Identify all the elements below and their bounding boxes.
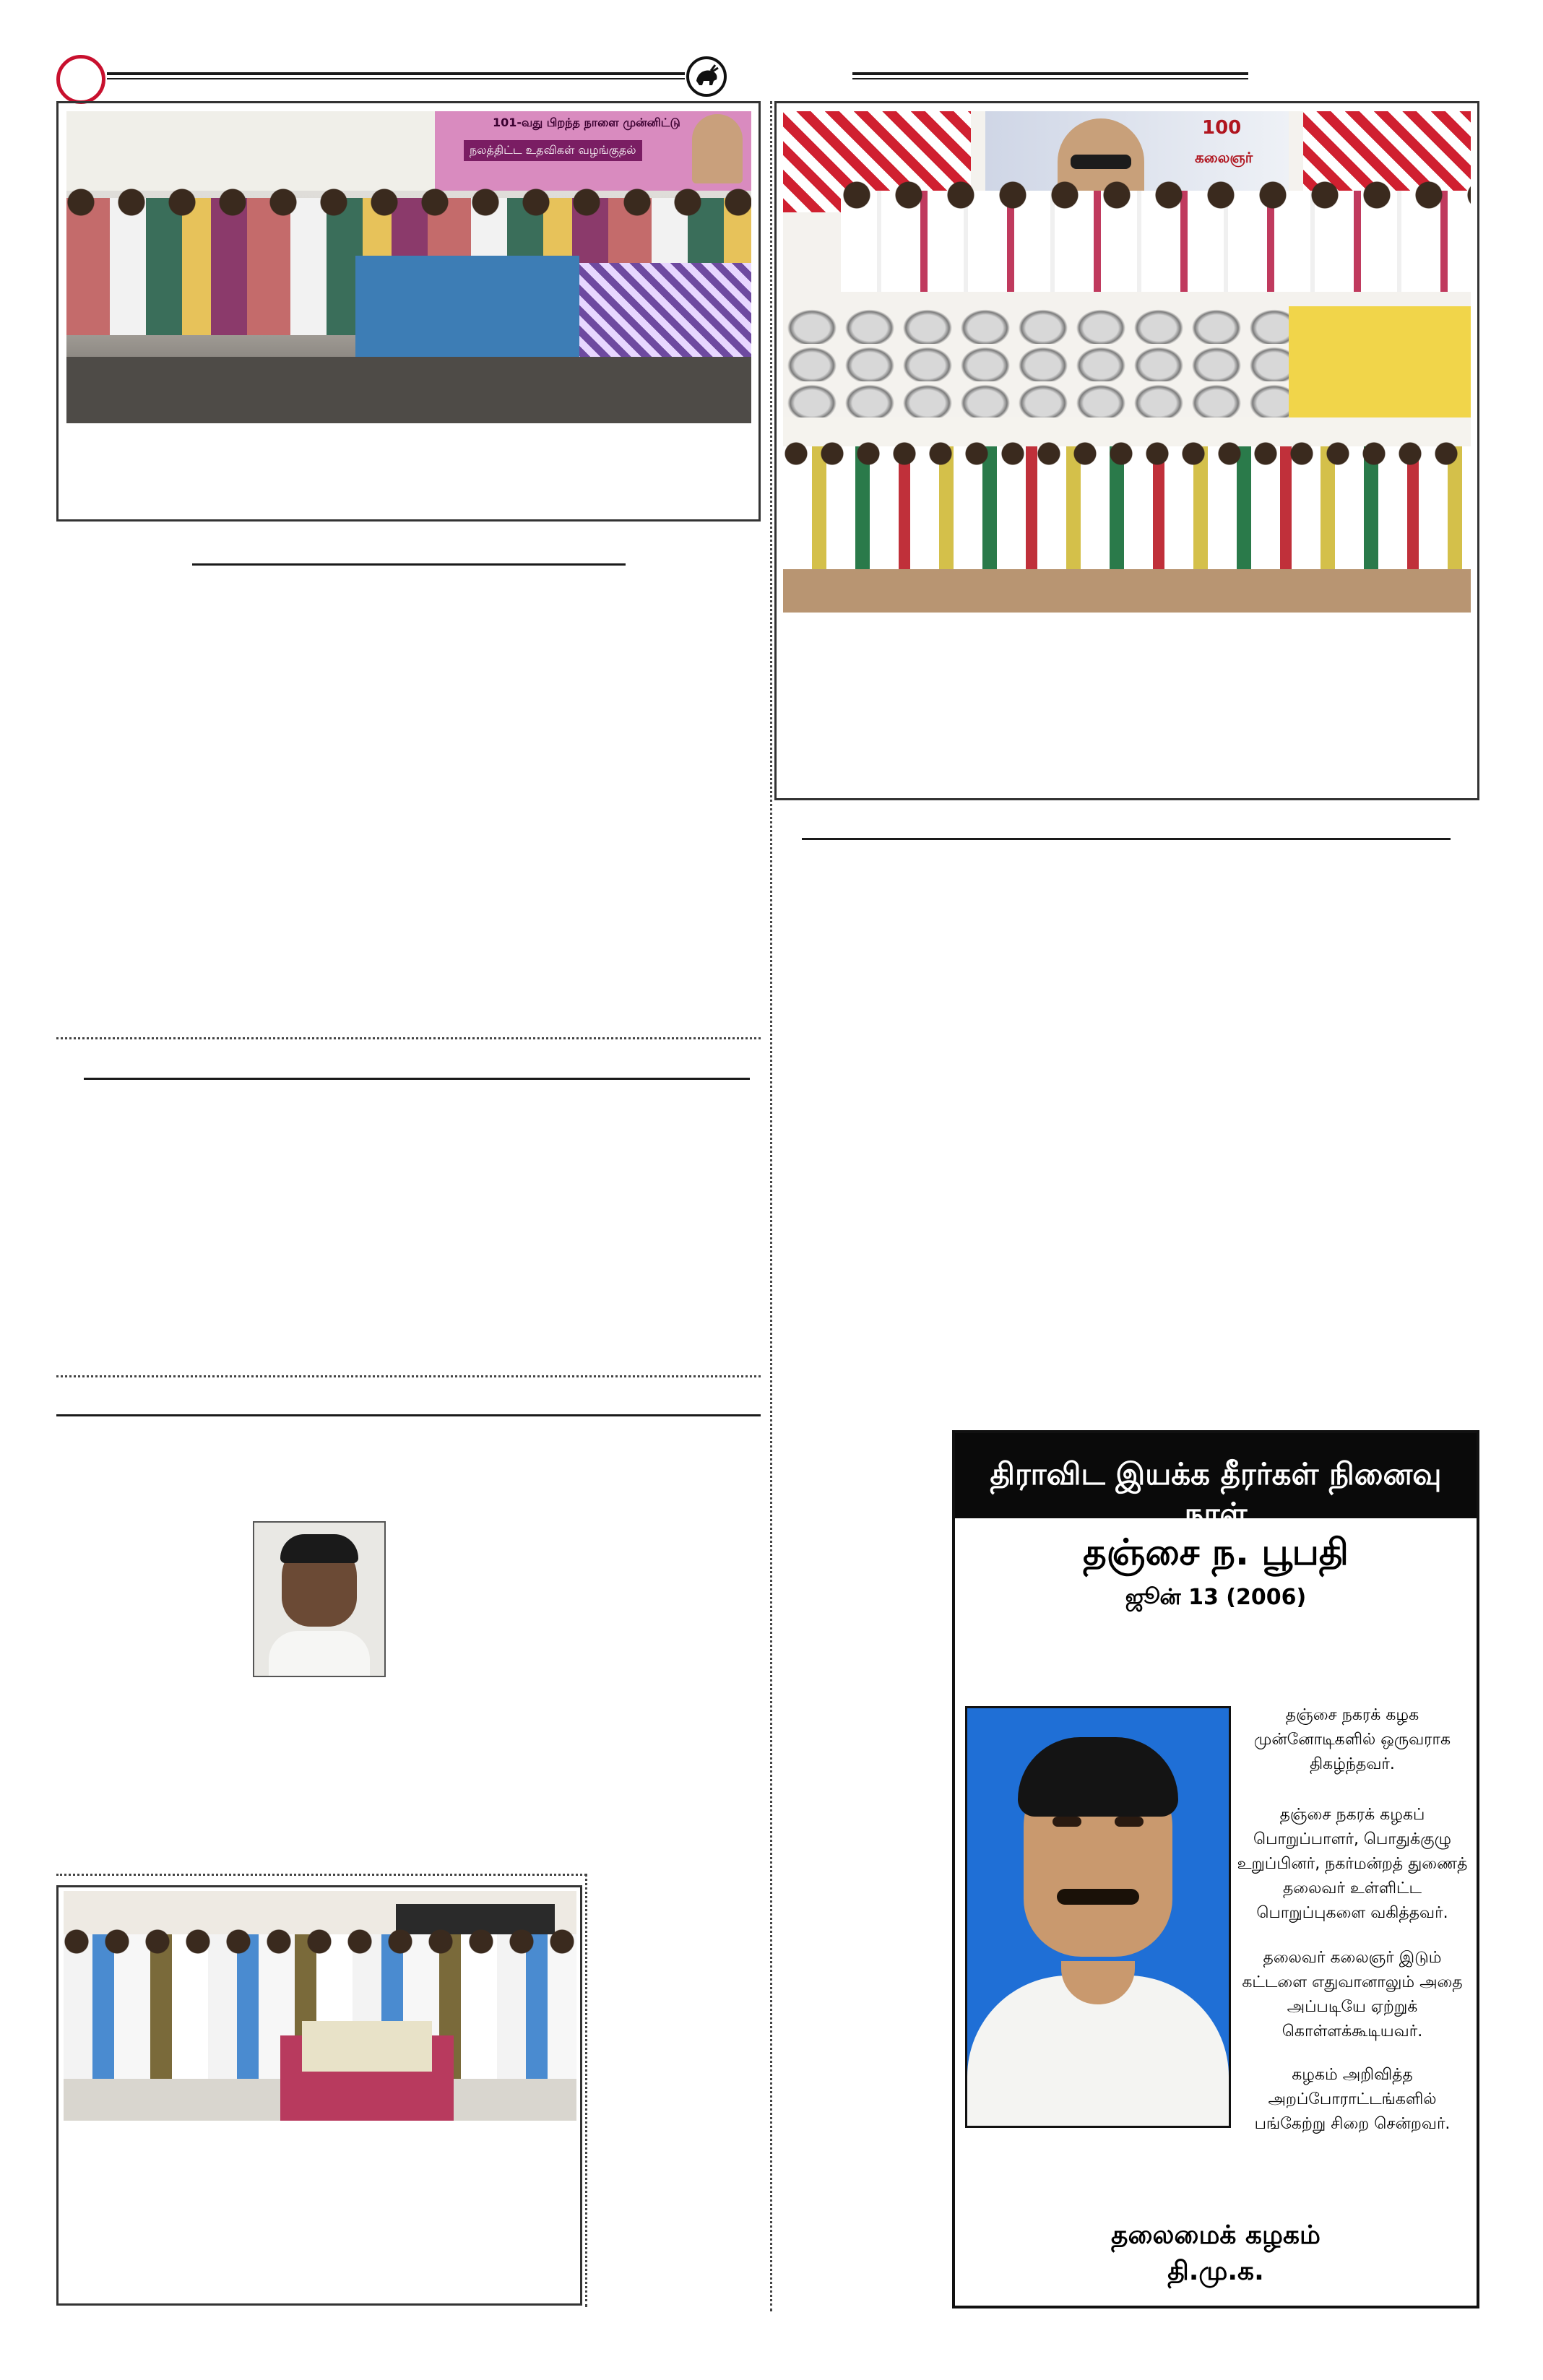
section-rule-right bbox=[802, 838, 1451, 840]
memorial-paragraph-3: தலைவர் கலைஞர் இடும் கட்டளை எதுவானாலும் அதை அப்படியே ஏற்றுக் கொள்ளக்கூடியவர். bbox=[1242, 1949, 1463, 2041]
memorial-header-bar bbox=[955, 1433, 1477, 1531]
bottom-left-dotted-edge bbox=[585, 1874, 587, 2307]
audience-photo bbox=[783, 417, 1471, 613]
bottom-left-dotted-top bbox=[56, 1874, 587, 1876]
memorial-paragraph-4: கழகம் அறிவித்த அறப்போராட்டங்களில் பங்கேற்று சிறை சென்றவர். bbox=[1254, 2066, 1451, 2133]
welfare-distribution-photo bbox=[66, 111, 751, 423]
banner-name: கலைஞர் bbox=[1195, 149, 1253, 166]
memorial-portrait-photo bbox=[965, 1706, 1231, 2128]
memorial-name: தஞ்சை ந. பூபதி bbox=[1083, 1531, 1349, 1573]
memorial-footer-line1: தலைமைக் கழகம் bbox=[1111, 2220, 1321, 2250]
event-banner bbox=[435, 111, 751, 191]
section-rule-2 bbox=[84, 1078, 750, 1080]
memorial-notice bbox=[952, 1430, 1479, 2308]
memorial-date: ஜூன் 13 (2006) bbox=[1125, 1585, 1307, 1610]
section-rule-1 bbox=[192, 563, 626, 566]
leader-portrait-photo bbox=[253, 1521, 386, 1677]
memorial-header-text: திராவிட இயக்க தீரர்கள் நினைவு நாள் bbox=[990, 1456, 1442, 1531]
banner-line-1: 101-வது பிறந்த நாளை முன்னிட்டு bbox=[493, 116, 680, 129]
page-number-circle bbox=[56, 55, 105, 104]
header-rule-left-thin bbox=[107, 78, 685, 79]
header-rule-left bbox=[107, 72, 685, 75]
memorial-footer-line2: தி.மு.க. bbox=[1167, 2256, 1264, 2286]
memorial-paragraph-1: தஞ்சை நகரக் கழக முன்னோடிகளில் ஒருவராக திகழ்ந்தவர். bbox=[1253, 1706, 1451, 1773]
header-rule-right-thin bbox=[852, 78, 1248, 79]
banner-number: 100 bbox=[1202, 117, 1242, 139]
section-rule-3 bbox=[56, 1414, 761, 1416]
left-dotted-divider-1 bbox=[56, 1037, 761, 1039]
memorial-paragraph-2: தஞ்சை நகரக் கழகப் பொறுப்பாளர், பொதுக்குழு உறுப்பினர், நகர்மன்றத் துணைத் தலைவர் உள்ளிட்ட பொறுப்புகளை வகித்தவர். bbox=[1237, 1806, 1468, 1922]
centenary-event-photo bbox=[783, 111, 1471, 417]
banner-line-2: நலத்திட்ட உதவிகள் வழங்குதல் bbox=[464, 140, 642, 161]
school-distribution-photo bbox=[64, 1891, 576, 2121]
header-rule-right bbox=[852, 72, 1248, 75]
left-dotted-divider-2 bbox=[56, 1375, 761, 1377]
column-separator bbox=[770, 101, 772, 2311]
bull-emblem-icon bbox=[686, 56, 727, 97]
